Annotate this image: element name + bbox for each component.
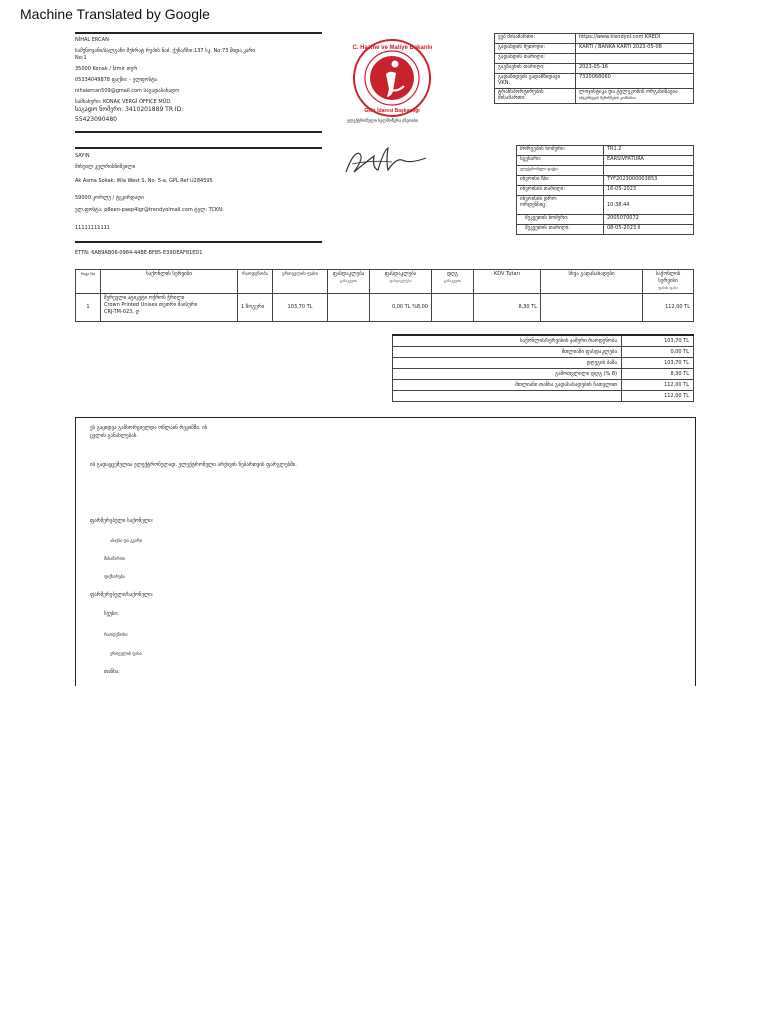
doc-key-sub: ორდენსიც:: [520, 202, 547, 208]
notes-s2-item: სეუსი:: [104, 611, 119, 617]
doc-key: ინვოისის თარიღი:: [517, 186, 604, 196]
totals-value: 103,70 TL: [622, 335, 694, 347]
notes-s2-amount: თანხა:: [104, 669, 120, 675]
logo-ring-top: T.C. Hazine ve Maliye Bakanlığı: [352, 45, 432, 51]
buyer-tckn: 11111111111: [75, 225, 110, 231]
notes-s1-name: აბაუსი და გვარი: [110, 538, 142, 543]
info-value: ლოჯისტიკა და ტელეკომის ორგანიზაცია: [579, 89, 678, 95]
info-table: [494, 33, 694, 104]
table-row: [76, 294, 694, 322]
col-header-vat: KDV Tutarı: [474, 270, 541, 294]
notes-section-1: ფარმერებული საქონელი:: [90, 518, 154, 524]
info-key: გადახდის თარიღი:: [495, 54, 576, 64]
seller-phone: 05334049878 ფაქსი: - ელფოსტა: [75, 77, 158, 83]
doc-value: TR1.2: [604, 146, 694, 156]
col-sub-vat-rate: განაკვეთი: [443, 279, 462, 283]
seller-top-rule: [75, 32, 322, 34]
totals-value: 112,00 TL: [622, 380, 694, 391]
doc-row: [517, 215, 694, 225]
item-desc-line3: CRJ-TM-023, ღ: [104, 309, 140, 315]
info-row: [495, 74, 694, 89]
seller-email: nihalercan509@gmail.com საგადასახადო: [75, 88, 180, 94]
buyer-address: Ak Asma Sokak, Wia West S, No: 5-a, GPL Ref U284595: [75, 178, 213, 184]
doc-value: 10:38:44: [604, 196, 694, 215]
col-sub-disc: ფასდაკლება: [389, 279, 412, 283]
item-vat-rate: [432, 294, 474, 322]
info-value: KARTI / BANKA KARTI 2023-05-08: [576, 44, 694, 54]
totals-key: [393, 391, 622, 402]
item-desc-line1: შერეული ატიკეტი ოქროს ჭრილი: [104, 295, 185, 301]
col-header-vat-rate: დღგ: [447, 271, 458, 277]
item-unit-price: 103,70 TL: [273, 294, 328, 322]
seller-address2: No:1: [75, 55, 87, 61]
buyer-block: [75, 153, 224, 232]
doc-row: [517, 146, 694, 156]
doc-table: [516, 145, 694, 235]
item-discount: 0,00 TL %8,00: [370, 294, 432, 322]
note-line-1: ეს გაყიდვა განხორციელდა ონლაინ რეჟიმში. ის: [90, 425, 208, 431]
doc-row: [517, 196, 694, 215]
info-row: [495, 54, 694, 64]
notes-box: [75, 417, 696, 686]
notes-section-2: ფარმერებული/საქონელი:: [90, 592, 154, 598]
info-value: https://www.trendyol.com KREDİ: [576, 34, 694, 44]
notes-s1-address: მისამართი: [104, 556, 125, 561]
item-total: 112,00 TL: [643, 294, 694, 322]
doc-row: [517, 176, 694, 186]
buyer-top-rule: [75, 147, 322, 149]
info-row: [495, 44, 694, 54]
doc-key: ელექტრონული ფაქტი: [517, 166, 604, 176]
seller-tr-id: 55423090480: [75, 116, 117, 123]
item-desc-line2: Crown Printed Unisex თეთრი მაისური: [104, 302, 198, 308]
notes-s1-fix: ფიქსირება: [104, 574, 125, 579]
totals-row: [393, 380, 694, 391]
item-disc-rate: [328, 294, 370, 322]
col-header-total: საქონლის სერვისი: [655, 271, 681, 284]
col-header-qty: რაოდენობა: [238, 270, 273, 294]
col-sub-disc-rate: განაკვეთი: [339, 279, 358, 283]
col-header-no: რიგი No: [76, 270, 101, 294]
buyer-label: SAYIN: [75, 153, 90, 159]
totals-row: [393, 347, 694, 358]
seller-block: [75, 37, 255, 124]
seller-bottom-rule: [75, 131, 322, 133]
totals-value: 0,00 TL: [622, 347, 694, 358]
item-no: 1: [76, 294, 101, 322]
doc-value: 08-05-2023 მ: [604, 225, 694, 235]
totals-key: საქონლის/სერვისის ჯამური რაოდენობა: [393, 335, 622, 347]
totals-key: გამოთვლილი დღგ (% 8): [393, 369, 622, 380]
doc-value: 2005070072: [604, 215, 694, 225]
info-key: გადაზიდვის გადამზიდავი VKN:: [495, 74, 576, 89]
doc-row: [517, 156, 694, 166]
doc-key: შეკვეთის ნომერი:: [517, 215, 604, 225]
doc-key: მორგების ნომერი:: [517, 146, 604, 156]
info-value: 7320068060: [576, 74, 694, 89]
item-other-tax: [541, 294, 643, 322]
gib-logo: [352, 38, 432, 118]
items-header-row: [76, 270, 694, 294]
info-value: [576, 54, 694, 64]
seller-tax-office: სამსახური: KONAK VERGİ OFFICE MÜD.: [75, 99, 172, 105]
signature-mark: [342, 142, 432, 184]
info-key: გაგზავნის თარიღი:: [495, 64, 576, 74]
totals-row: [393, 335, 694, 347]
seller-name: NİHAL ERCAN: [75, 37, 109, 43]
doc-row: [517, 166, 694, 176]
doc-value: [604, 166, 694, 176]
notes-s2-unit: ერთეულის ფასი: [110, 651, 142, 656]
note-line-1b: ცვლის განახლებას.: [90, 433, 138, 439]
totals-key: მთლიანი ფასდაკლება: [393, 347, 622, 358]
info-value: 2023-05-16: [576, 64, 694, 74]
totals-value: 112,00 TL: [622, 391, 694, 402]
doc-key: სცენარი:: [517, 156, 604, 166]
col-sub-total: ფასის ფასი: [658, 286, 678, 290]
buyer-email: ელ.ფოსტა: p8een-paep4igr@trendyolmail.com ტელ: TCKN:: [75, 207, 224, 213]
totals-row: [393, 358, 694, 369]
ettn: ETTN: 6AB9AB06-0984-44BE-BF85-E39DEAF81ED1: [75, 250, 203, 256]
seller-tax-no: საგადო ნომერი: 3410201889 TR ID:: [75, 106, 184, 113]
info-key: ვებ მისამართი:: [495, 34, 576, 44]
seal-caption: ელექტრონული ხელმოწერა ინვოისი: [347, 118, 418, 123]
doc-value: 16-05-2023: [604, 186, 694, 196]
buyer-name: მიხეილ კელრისნიშვილი: [75, 164, 136, 170]
totals-row: [393, 391, 694, 402]
buyer-bottom-rule: [75, 241, 322, 243]
info-key: გადახდის მეთოდი:: [495, 44, 576, 54]
items-table: [75, 269, 694, 322]
info-key: ტრანსპორტირების მისამართი:: [495, 89, 576, 104]
doc-key: შეკვეთის თარიღი:: [517, 225, 604, 235]
col-header-disc: ფასდაკლება: [384, 271, 417, 277]
totals-key: დღეგის ბაზა: [393, 358, 622, 369]
info-row: [495, 34, 694, 44]
doc-value: TYF2023000003853: [604, 176, 694, 186]
col-header-other: სხვა გადასახადები: [541, 270, 643, 294]
doc-row: [517, 225, 694, 235]
logo-ring-bottom: Gelir İdaresi Başkanlığı: [364, 108, 420, 114]
col-header-desc: საქონლის სერვისი: [101, 270, 238, 294]
seller-city: 35000 Konak / İzmir თურ: [75, 66, 138, 72]
info-value-sub: ინტერნეტის შემოწმების კომპანია: [579, 96, 636, 100]
info-row: [495, 64, 694, 74]
machine-translated-banner: Machine Translated by Google: [20, 6, 210, 22]
totals-row: [393, 369, 694, 380]
doc-key: ინვოისის დრო:: [520, 196, 558, 202]
item-qty: 1 ზოგერი: [238, 294, 273, 322]
totals-key: მთლიანი თანხა გადასახადების ჩათვლით: [393, 380, 622, 391]
totals-table: [392, 334, 694, 402]
note-line-2: ის გადაეცემულია ელექტრონულად. ელექტრონული არქივის ნებართვის ფარგლებში.: [90, 462, 297, 468]
totals-value: 8,30 TL: [622, 369, 694, 380]
buyer-city: 59000 კორლუ / ტეკირდაღი: [75, 195, 144, 201]
info-row: [495, 89, 694, 104]
col-header-unit: ერთეულის ფასი: [273, 270, 328, 294]
notes-s2-qty: რაოდენობა:: [104, 632, 129, 637]
doc-row: [517, 186, 694, 196]
item-vat: 8,30 TL: [474, 294, 541, 322]
totals-value: 103,70 TL: [622, 358, 694, 369]
seller-address: სამენოვანი/ბალგაჩი მუხრატ რეპის ნაძ. ქუჩა/ჩხი:137 სკ. No:73 შიდა კარი: [75, 48, 255, 54]
doc-key: ინვოისი No:: [517, 176, 604, 186]
doc-value: EARSIVFATURA: [604, 156, 694, 166]
col-header-disc-rate: ფასდაკლება: [332, 271, 365, 277]
